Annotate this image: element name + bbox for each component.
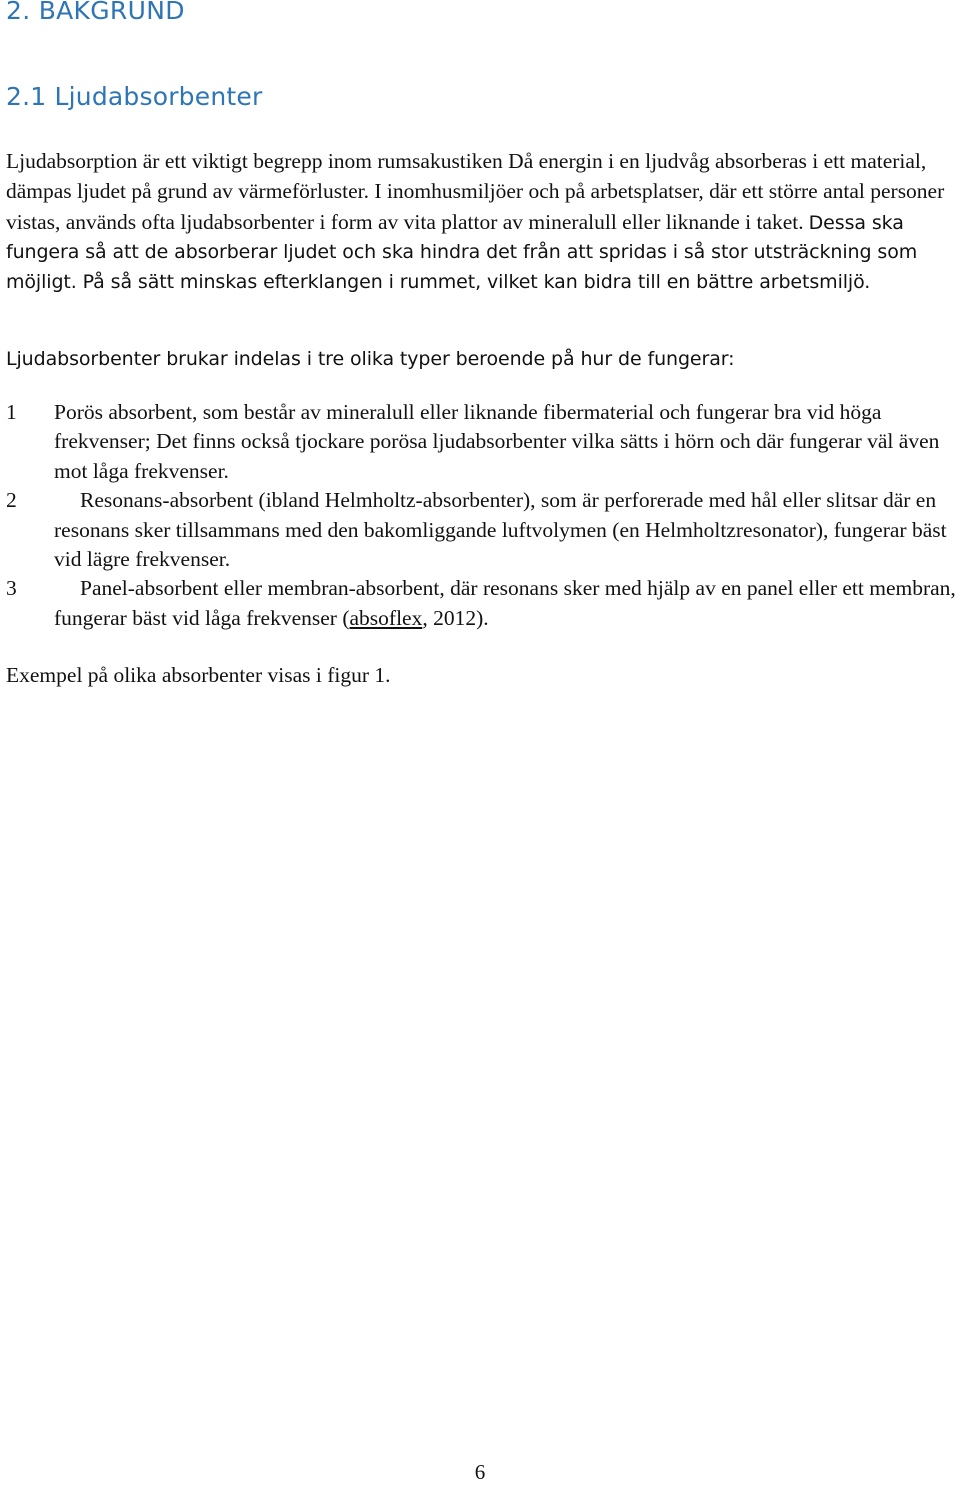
list-item-text: Resonans-absorbent (ibland Helmholtz-absorbenter), som är perforerade med hål eller slitsar där en resonans sker tillsammans med den bakomliggande luftvolymen (en Helmholtzresonator), fungerar bäst vid lägre frekvenser.: [54, 488, 947, 572]
intro-paragraph: [6, 147, 960, 297]
list-item: [6, 574, 960, 633]
list-item: [6, 398, 960, 486]
list-item-number: 3: [6, 576, 17, 601]
list-item-text: Porös absorbent, som består av mineralull eller liknande fibermaterial och fungerar bra vid höga frekvenser; Det finns också tjockare porösa ljudabsorbenter vilka sätts i hörn och där fungerar väl även mot låga frekvenser.: [54, 400, 940, 483]
types-intro-paragraph: Ljudabsorbenter brukar indelas i tre olika typer beroende på hur de fungerar:: [6, 348, 735, 370]
absorbent-types-list: [6, 398, 960, 633]
citation-link[interactable]: absoflex: [349, 605, 423, 630]
subsection-heading: 2.1 Ljudabsorbenter: [6, 82, 263, 111]
page-number: 6: [474, 1460, 486, 1484]
section-heading: 2. BAKGRUND: [6, 0, 185, 25]
list-item-number: 1: [6, 400, 17, 424]
list-item-text-end: , 2012).: [422, 605, 489, 630]
list-item-text: Panel-absorbent eller membran-absorbent, där resonans sker med hjälp av en panel eller ett membran, fungerar bäst vid låga frekvenser (: [54, 576, 956, 630]
intro-serif-text: Ljudabsorption är ett viktigt begrepp inom rumsakustiken Då energin i en ljudvåg absorberas i ett material, dämpas ljudet på grund av värmeförluster. I inomhusmiljöer och på arbetsplatser, där ett större antal personer vistas, används ofta ljudabsorbenter i form av vita plattor av mineralull eller liknande i taket.: [6, 149, 945, 234]
list-item-number: 2: [6, 488, 17, 513]
list-item: [6, 486, 960, 574]
figure-reference-paragraph: Exempel på olika absorbenter visas i figur 1.: [6, 663, 391, 687]
intro-sans-text: Dessa ska fungera så att de absorberar ljudet och ska hindra det från att spridas i så stor utsträckning som möjligt. På så sätt minskas efterklangen i rummet, vilket kan bidra till en bättre arbetsmiljö.: [6, 211, 918, 293]
